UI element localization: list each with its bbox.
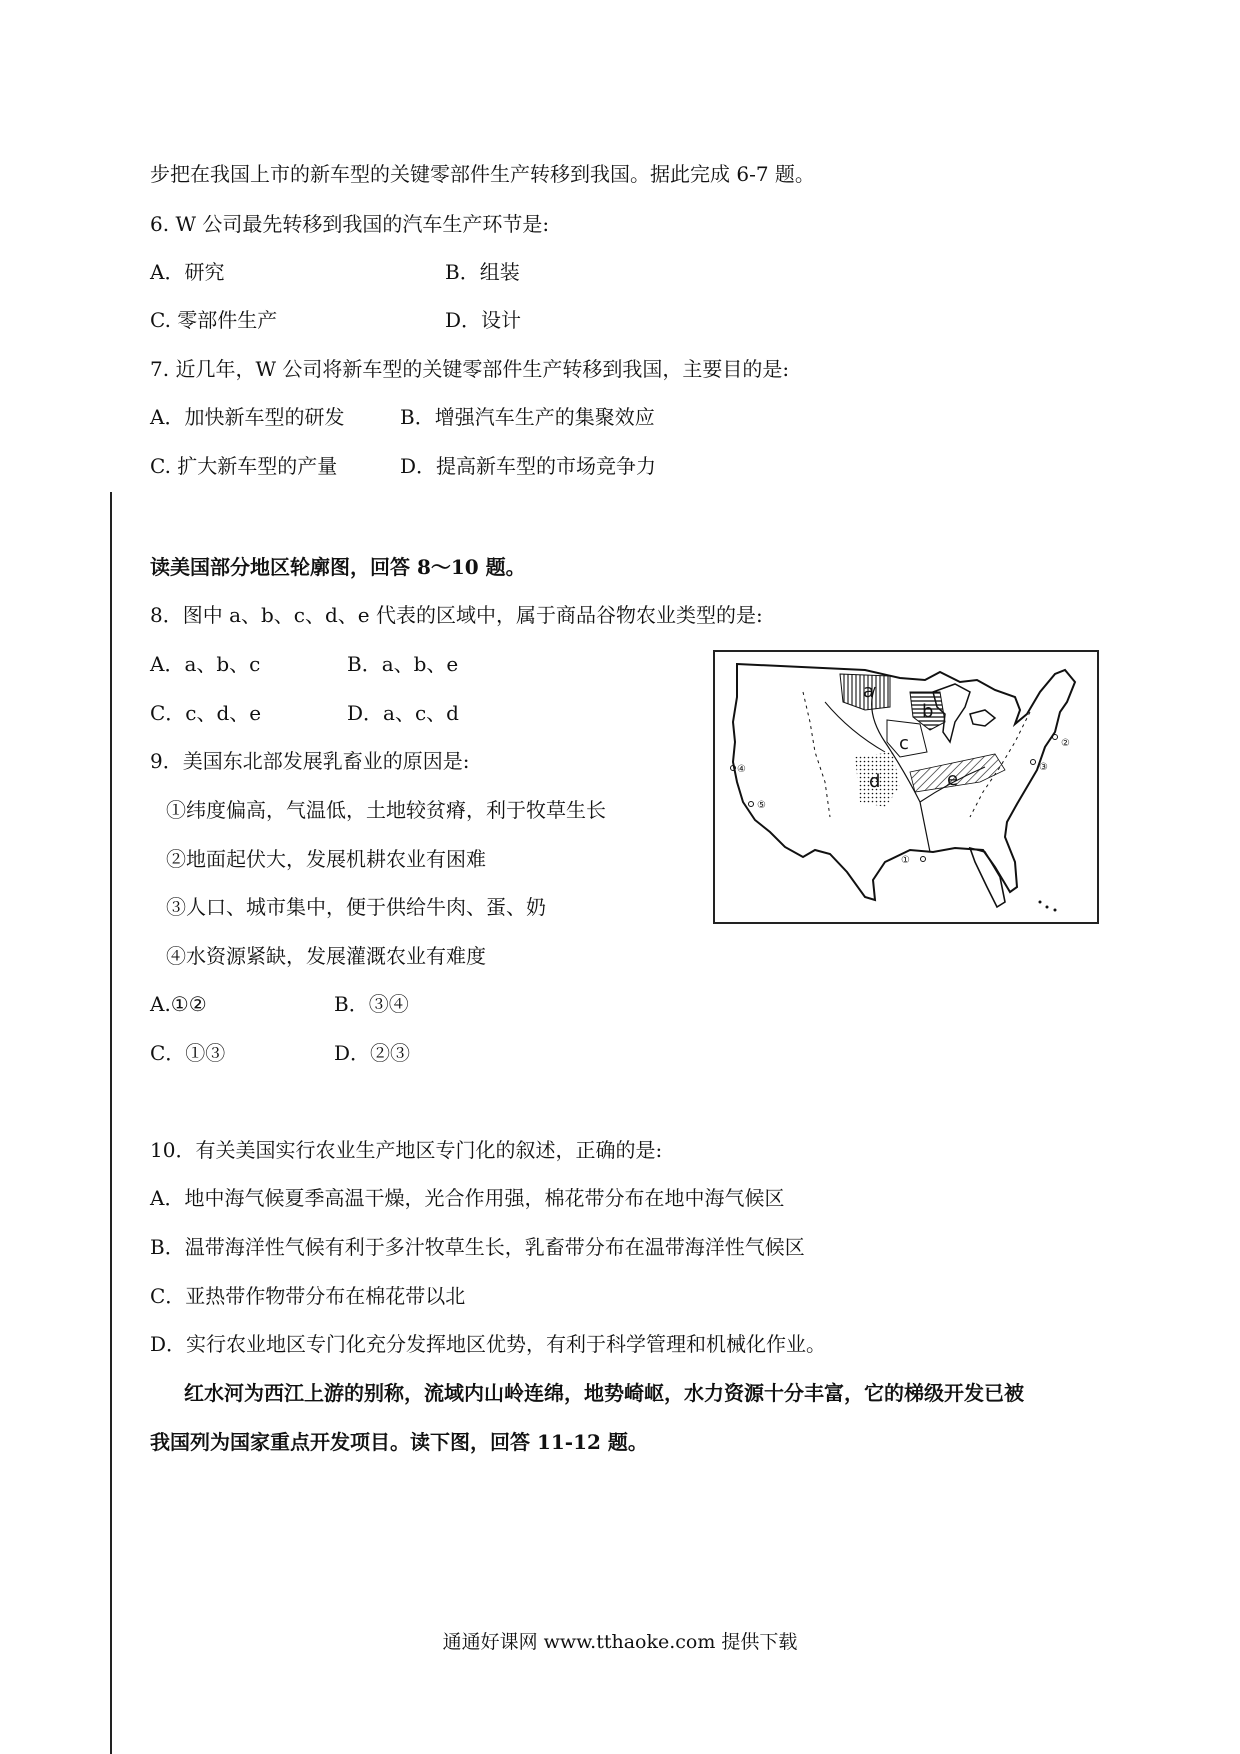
us-map-figure: [715, 652, 1097, 922]
q6-option-d: D．设计: [445, 308, 522, 332]
q10-option-a: A．地中海气候夏季高温干燥，光合作用强，棉花带分布在地中海气候区: [150, 1186, 785, 1210]
city-marker-5: ⑤: [757, 800, 766, 811]
region-label-c: c: [899, 733, 909, 754]
q10-option-d: D．实行农业地区专门化充分发挥地区优势，有利于科学管理和机械化作业。: [150, 1332, 827, 1356]
q9-option-a: A.①②: [150, 992, 207, 1016]
q8-stem: 8．图中 a、b、c、d、e 代表的区域中，属于商品谷物农业类型的是:: [150, 603, 763, 627]
region-label-b: b: [922, 701, 934, 722]
q10-option-b: B．温带海洋性气候有利于多汁牧草生长，乳畜带分布在温带海洋性气候区: [150, 1235, 805, 1259]
q6-stem: 6. W 公司最先转移到我国的汽车生产环节是:: [150, 212, 550, 236]
q10-stem: 10．有关美国实行农业生产地区专门化的叙述，正确的是:: [150, 1138, 663, 1162]
q9-reason-4: ④水资源紧缺，发展灌溉农业有难度: [166, 944, 486, 968]
q9-reason-3: ③人口、城市集中，便于供给牛肉、蛋、奶: [166, 895, 546, 919]
city-dot-5: [749, 802, 754, 807]
q8-option-a: A．a、b、c: [150, 652, 261, 676]
q7-stem: 7. 近几年，W 公司将新车型的关键零部件生产转移到我国，主要目的是:: [150, 357, 790, 381]
q9-reason-1: ①纬度偏高，气温低，土地较贫瘠，利于牧草生长: [166, 798, 606, 822]
page-footer: 通通好课网 www.tthaoke.com 提供下载: [442, 1631, 798, 1653]
section-8-10-heading: 读美国部分地区轮廓图，回答 8～10 题。: [150, 555, 526, 579]
q9-stem: 9．美国东北部发展乳畜业的原因是:: [150, 749, 470, 773]
q6-option-b: B．组装: [445, 260, 520, 284]
q9-reason-2: ②地面起伏大，发展机耕农业有困难: [166, 847, 486, 871]
florida-outline: [970, 848, 1005, 907]
q7-option-d: D．提高新车型的市场竞争力: [400, 454, 657, 478]
q7-option-b: B．增强汽车生产的集聚效应: [400, 405, 655, 429]
q8-option-d: D．a、c、d: [347, 701, 459, 725]
city-dot-2: [1053, 735, 1058, 740]
missouri-river: [825, 702, 885, 752]
us-region-map: [713, 650, 1099, 924]
city-marker-2: ②: [1061, 738, 1070, 749]
q8-option-c: C．c、d、e: [150, 701, 262, 725]
city-marker-3: ③: [1039, 762, 1048, 773]
rocky-mountains: [803, 692, 830, 817]
q6-option-a: A．研究: [150, 260, 225, 284]
city-marker-1: ①: [901, 855, 910, 866]
passage-11-12-line2: 我国列为国家重点开发项目。读下图，回答 11-12 题。: [150, 1430, 648, 1454]
city-dot-3: [1031, 760, 1036, 765]
q10-option-c: C．亚热带作物带分布在棉花带以北: [150, 1284, 466, 1308]
q7-option-a: A．加快新车型的研发: [150, 405, 345, 429]
region-label-a: a: [863, 681, 875, 702]
margin-line: [110, 492, 112, 1754]
q7-option-c: C. 扩大新车型的产量: [150, 454, 338, 478]
q8-option-b: B．a、b、e: [347, 652, 459, 676]
passage-11-12-line1: 红水河为西江上游的别称，流域内山岭连绵，地势崎岖，水力资源十分丰富，它的梯级开发已被: [184, 1381, 1024, 1405]
q9-option-b: B．③④: [334, 992, 409, 1016]
region-label-d: d: [869, 771, 881, 792]
q9-option-c: C．①③: [150, 1041, 226, 1065]
region-label-e: e: [947, 769, 959, 790]
city-marker-4: ④: [737, 764, 746, 775]
q9-option-d: D．②③: [334, 1041, 411, 1065]
q6-option-c: C. 零部件生产: [150, 308, 278, 332]
intro-tail: 步把在我国上市的新车型的关键零部件生产转移到我国。据此完成 6-7 题。: [150, 162, 815, 186]
city-dot-1: [921, 857, 926, 862]
